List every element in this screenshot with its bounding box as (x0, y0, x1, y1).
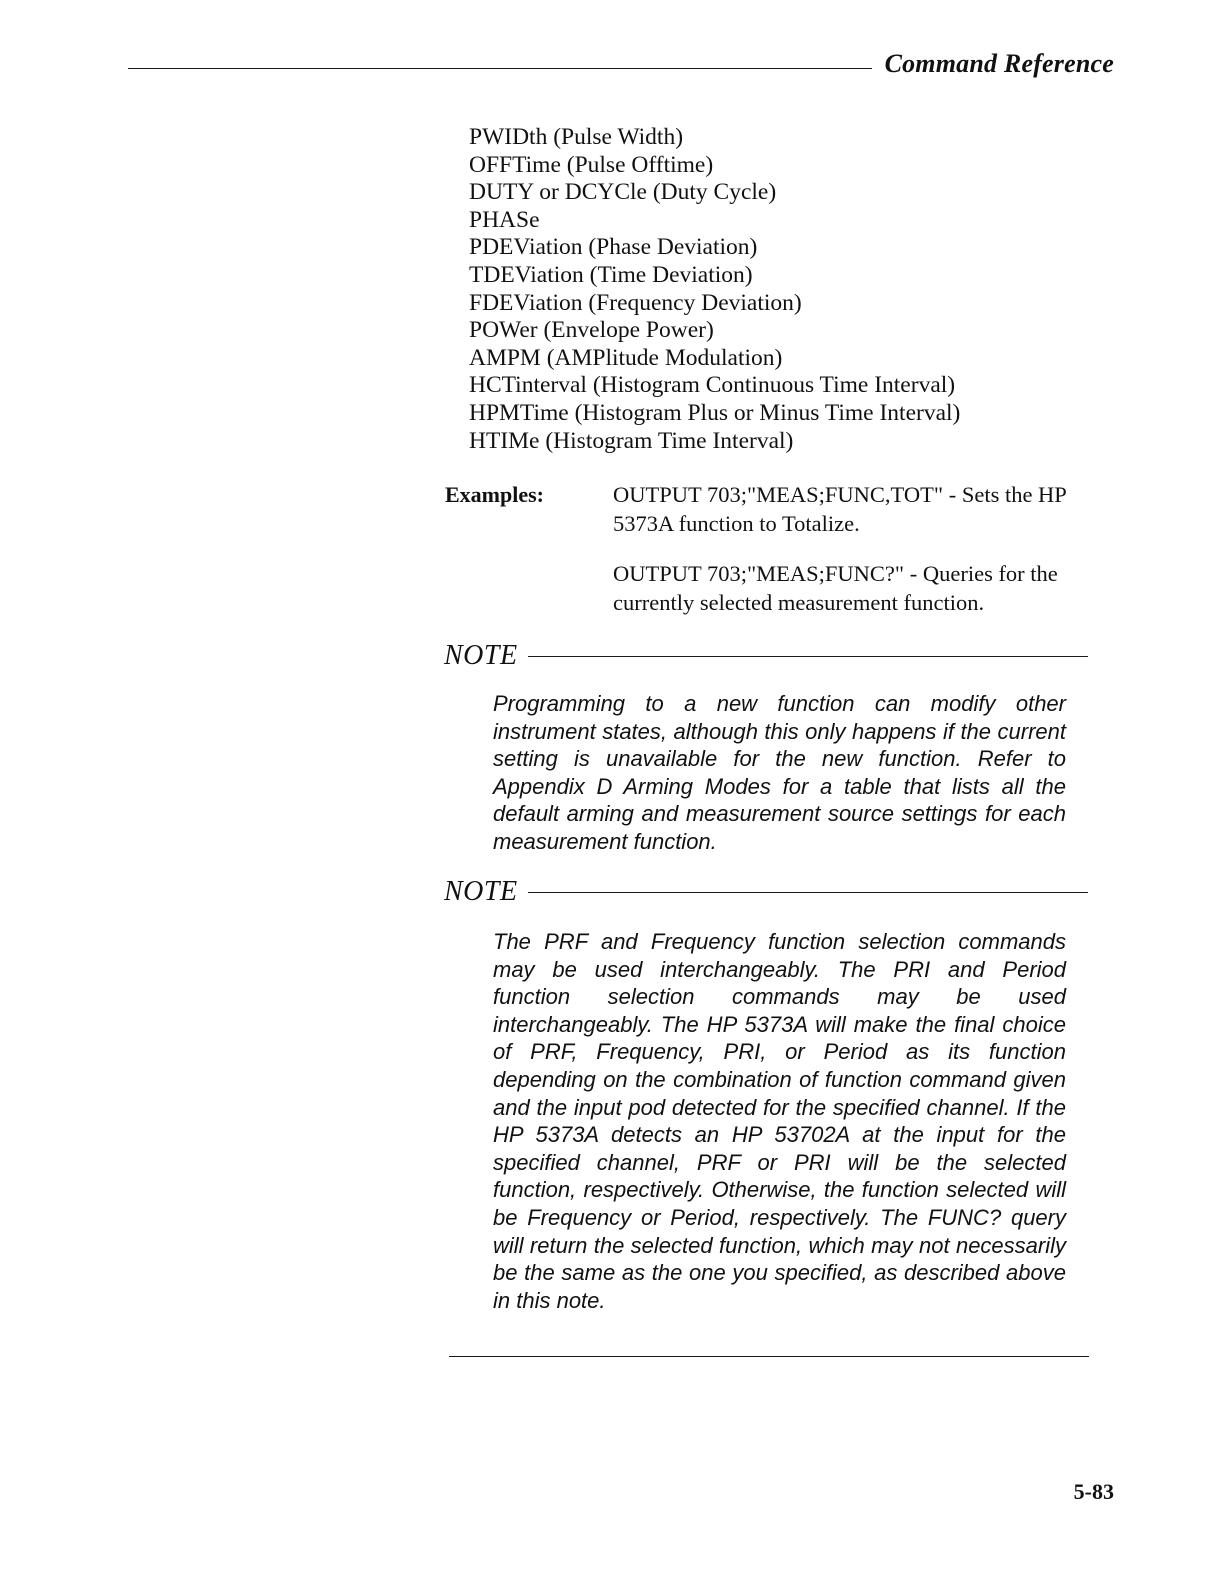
function-list-item: OFFTime (Pulse Offtime) (469, 151, 714, 178)
note-rule (528, 656, 1088, 657)
function-list-item: DUTY or DCYCle (Duty Cycle) (469, 179, 777, 206)
note-heading (444, 640, 1088, 672)
function-list-item: AMPM (AMPlitude Modulation) (469, 344, 783, 371)
note-rule (528, 892, 1088, 893)
function-list-item: HTIMe (Histogram Time Interval) (469, 427, 794, 454)
note-label: NOTE (444, 640, 518, 671)
footer-rule (449, 1356, 1089, 1357)
function-list-item: TDEViation (Time Deviation) (469, 261, 753, 288)
function-list-item: HCTinterval (Histogram Continuous Time Interval) (469, 372, 956, 399)
note-label: NOTE (444, 876, 518, 907)
function-list (469, 124, 960, 455)
note-text: The PRF and Frequency function selection commands may be used interchangeably. The PRI and Period function selection commands may be used interchangeably. The HP 5373A will make the final choice of PRF, Frequency, PRI, or Period as its function depending on the combination of function command given and the input pod detected for the specified channel. If the HP 5373A detects an HP 53702A at the input for the specified channel, PRF or PRI will be the selected function, respectively. Otherwise, the function selected will be Frequency or Period, respectively. The FUNC? query will return the selected function, which may not necessarily be the same as the one you specified, as described above in this note. (493, 929, 1066, 1313)
note-text: Programming to a new function can modify other instrument states, although this only happens if the current setting is unavailable for the new function. Refer to Appendix D Arming Modes for a table that lists all the default arming and measurement source settings for each measurement function. (493, 691, 1066, 854)
function-list-item: PWIDth (Pulse Width) (469, 124, 684, 150)
function-list-item: HPMTime (Histogram Plus or Minus Time Interval) (469, 399, 961, 426)
note-heading (444, 876, 1088, 908)
function-list-item: PDEViation (Phase Deviation) (469, 234, 758, 261)
example-item: OUTPUT 703;"MEAS;FUNC,TOT" - Sets the HP 5373A function to Totalize. (613, 482, 1066, 536)
header-rule (128, 68, 872, 69)
page-number: 5-83 (1073, 1479, 1114, 1504)
example-item: OUTPUT 703;"MEAS;FUNC?" - Queries for the currently selected measurement function. (613, 561, 1058, 615)
function-list-item: POWer (Envelope Power) (469, 317, 714, 344)
function-list-item: PHASe (469, 206, 540, 233)
function-list-item: FDEViation (Frequency Deviation) (469, 289, 802, 316)
running-header-title: Command Reference (884, 49, 1114, 78)
examples-label: Examples: (445, 482, 544, 507)
